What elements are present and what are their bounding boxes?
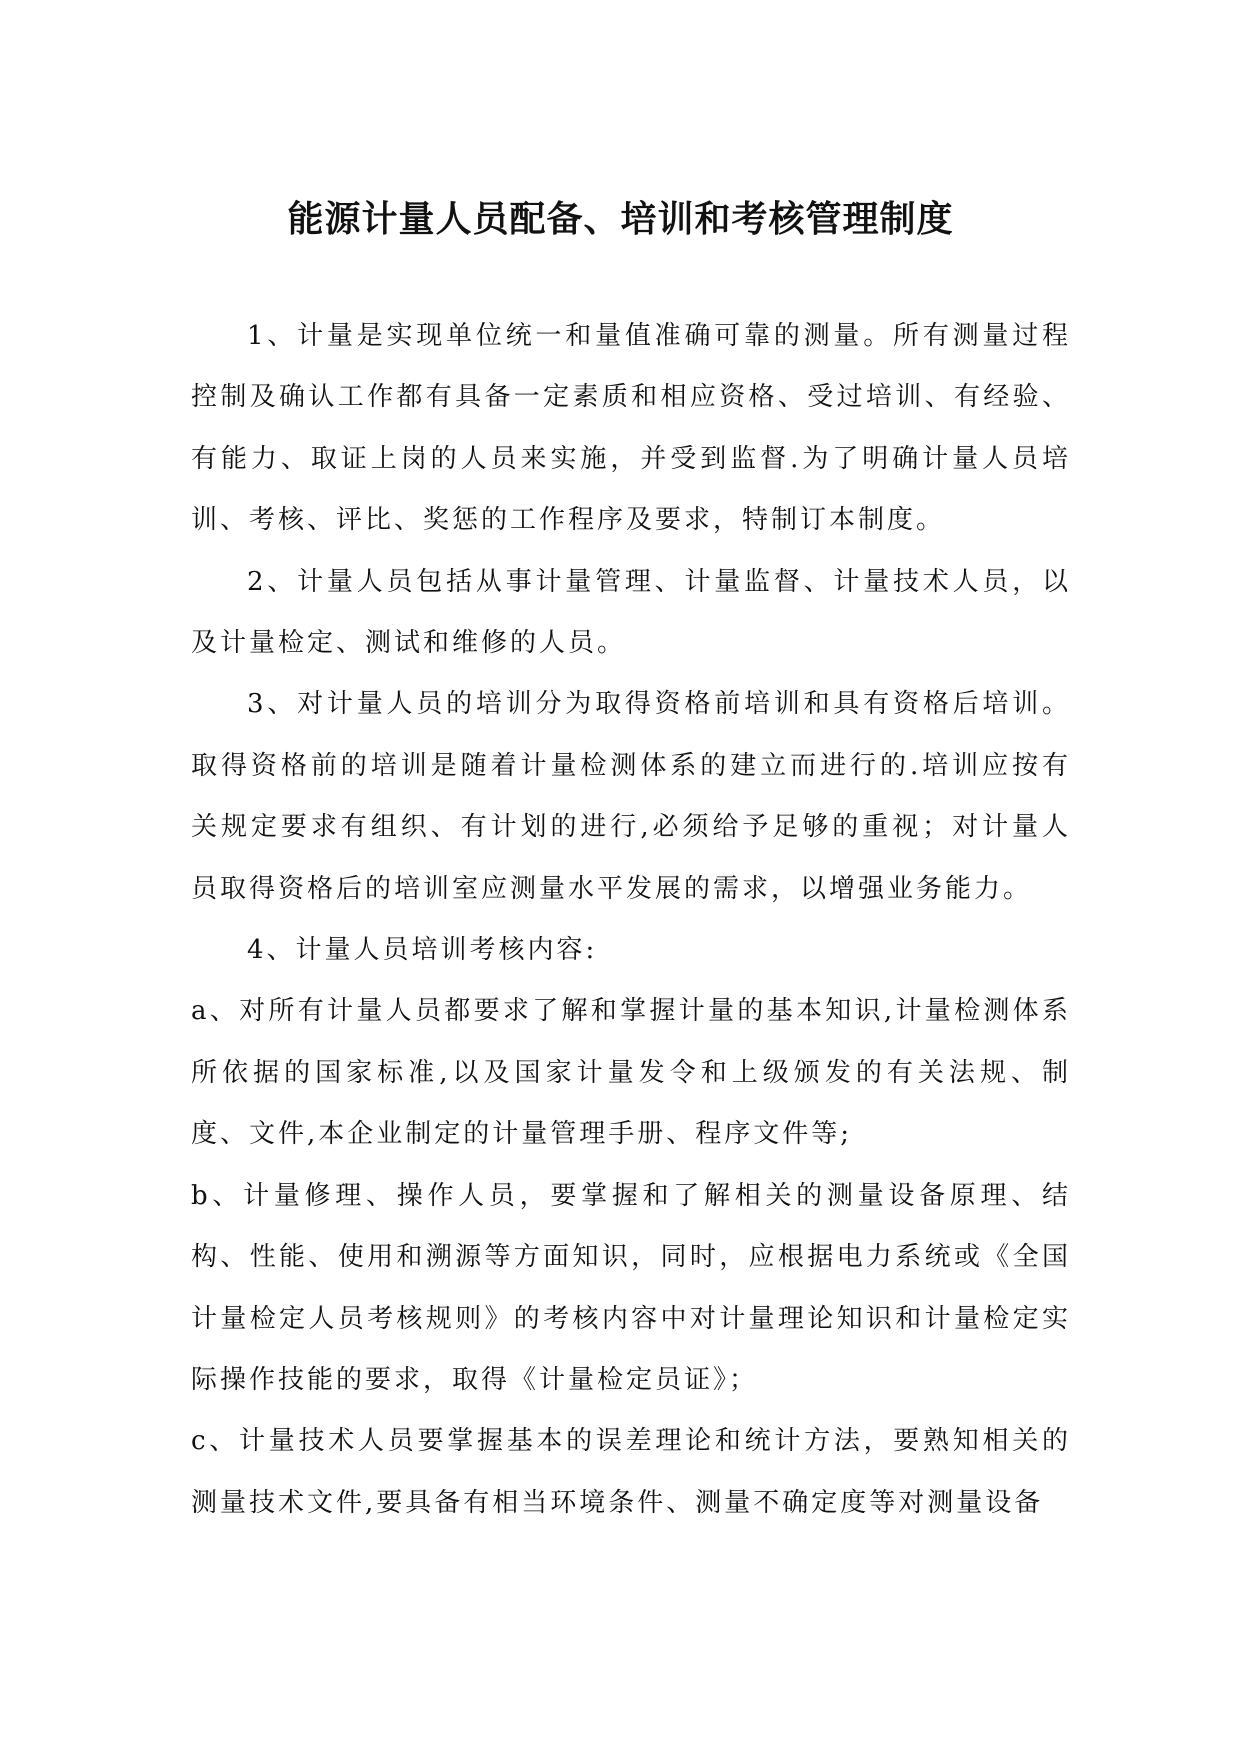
paragraph-1: 1、计量是实现单位统一和量值准确可靠的测量。所有测量过程控制及确认工作都有具备一定素质和相应资格、受过培训、有经验、有能力、取证上岗的人员来实施，并受到监督.为了明确计量人员培训、考核、评比、奖惩的工作程序及要求，特制订本制度。 — [191, 321, 1071, 536]
document-body — [191, 306, 1071, 1534]
document-title: 能源计量人员配备、培训和考核管理制度 — [287, 199, 954, 240]
paragraph-a: a、对所有计量人员都要求了解和掌握计量的基本知识,计量检测体系所依据的国家标准,以及国家计量发令和上级颁发的有关法规、制度、文件,本企业制定的计量管理手册、程序文件等; — [191, 996, 1071, 1150]
paragraph-c: c、计量技术人员要掌握基本的误差理论和统计方法，要熟知相关的测量技术文件,要具备有相当环境条件、测量不确定度等对测量设备 — [191, 1426, 1071, 1518]
paragraph-b: b、计量修理、操作人员，要掌握和了解相关的测量设备原理、结构、性能、使用和溯源等方面知识，同时，应根据电力系统或《全国计量检定人员考核规则》的考核内容中对计量理论知识和计量检定实际操作技能的要求，取得《计量检定员证》； — [191, 1180, 1071, 1395]
paragraph-2: 2、计量人员包括从事计量管理、计量监督、计量技术人员，以及计量检定、测试和维修的人员。 — [191, 566, 1071, 659]
paragraph-4: 4、计量人员培训考核内容: — [247, 935, 598, 966]
paragraph-3: 3、对计量人员的培训分为取得资格前培训和具有资格后培训。取得资格前的培训是随着计量检测体系的建立而进行的.培训应按有关规定要求有组织、有计划的进行,必须给予足够的重视；对计量人员取得资格后的培训室应测量水平发展的需求，以增强业务能力。 — [191, 689, 1071, 904]
